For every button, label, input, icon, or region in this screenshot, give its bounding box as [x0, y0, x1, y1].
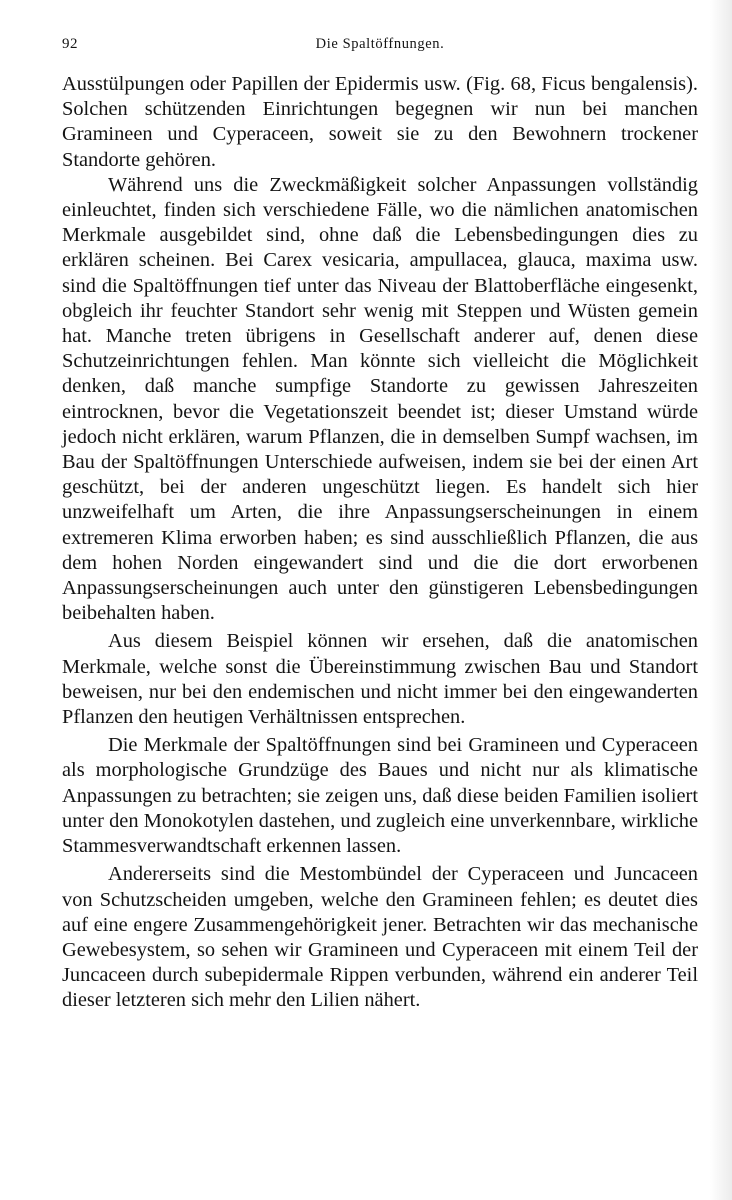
paragraph-2: Während uns die Zweckmäßigkeit solcher Anpassungen vollständig einleuchtet, finden sich verschiedene Fälle, wo die nämlichen anatomischen Merkmale ausgebildet sind, ohne daß die Lebensbedingungen dies zu erklären scheinen. Bei Carex vesicaria, ampullacea, glauca, maxima usw. sind die Spaltöffnungen tief unter das Niveau der Blattoberfläche eingesenkt, obgleich ihr feuchter Standort sehr wenig mit Steppen und Wüsten gemein hat. Manche treten übrigens in Gesellschaft anderer auf, denen diese Schutzeinrichtungen fehlen. Man könnte sich vielleicht die Möglichkeit denken, daß manche sumpfige Standorte zu gewissen Jahreszeiten eintrocknen, bevor die Vegetationszeit beendet ist; dieser Umstand würde jedoch nicht erklären, warum Pflanzen, die in demselben Sumpf wachsen, im Bau der Spaltöffnungen Unterschiede aufweisen, indem sie bei der einen Art geschützt, bei der anderen ungeschützt liegen. Es handelt sich hier unzweifelhaft um Arten, die ihre Anpassungserscheinungen in einem extremeren Klima erworben haben; es sind ausschließlich Pflanzen, die aus dem hohen Norden eingewandert sind und die die dort erworbenen Anpassungserscheinungen auch unter den günstigeren Lebensbedingungen beibehalten haben. — [62, 173, 698, 625]
paragraph-1: Ausstülpungen oder Papillen der Epidermis usw. (Fig. 68, Ficus bengalensis). Solchen schützenden Einrichtungen begegnen wir nun bei manchen Gramineen und Cyperaceen, soweit sie zu den Bewohnern trockener Standorte gehören. — [62, 73, 698, 171]
paragraph-4: Die Merkmale der Spaltöffnungen sind bei Gramineen und Cyperaceen als morphologische Grundzüge des Baues und nicht nur als klimatische Anpassungen zu betrachten; sie zeigen uns, daß diese beiden Familien isoliert unter den Monokotylen dastehen, und zugleich eine unverkennbare, wirkliche Stammesverwandtschaft erkennen lassen. — [62, 734, 698, 858]
page-header — [62, 36, 698, 60]
paragraph-5: Andererseits sind die Mestombündel der Cyperaceen und Juncaceen von Schutzscheiden umgeben, welche den Gramineen fehlen; es deutet dies auf eine engere Zusammengehörigkeit jener. Betrachten wir das mechanische Gewebesystem, so sehen wir Gramineen und Cyperaceen mit einem Teil der Juncaceen durch subepidermale Rippen verbunden, während ein anderer Teil dieser letzteren sich mehr den Lilien nähert. — [62, 863, 698, 1012]
paragraph-3: Aus diesem Beispiel können wir ersehen, daß die anatomischen Merkmale, welche sonst die Übereinstimmung zwischen Bau und Standort beweisen, nur bei den endemischen und nicht immer bei den eingewanderten Pflanzen den heutigen Verhältnissen entsprechen. — [62, 630, 698, 729]
body-text — [62, 72, 698, 1014]
page-number: 92 — [62, 36, 78, 52]
running-title: Die Spaltöffnungen. — [315, 36, 445, 52]
